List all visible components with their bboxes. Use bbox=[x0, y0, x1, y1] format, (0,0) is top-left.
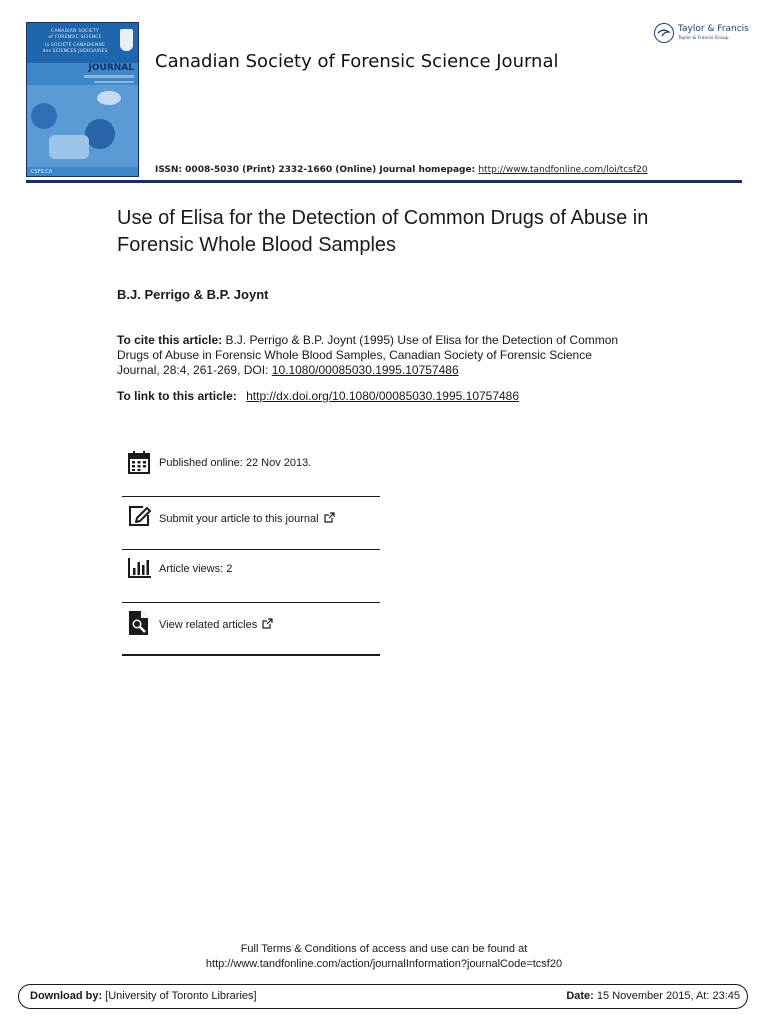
external-link-icon bbox=[262, 618, 273, 629]
cover-artwork bbox=[27, 85, 138, 167]
issn-line bbox=[155, 165, 648, 175]
download-date-value: 15 November 2015, At: 23:45 bbox=[593, 990, 740, 1002]
journal-homepage-link[interactable]: http://www.tandfonline.com/loi/tcsf20 bbox=[478, 165, 648, 175]
journal-cover-image bbox=[26, 22, 139, 177]
view-related-articles-link[interactable] bbox=[159, 618, 273, 631]
calendar-icon bbox=[128, 450, 150, 478]
download-date-label: Date: bbox=[566, 990, 594, 1002]
publisher-logo[interactable] bbox=[654, 22, 749, 48]
download-by bbox=[30, 990, 257, 1002]
cover-journal-word: JOURNAL bbox=[88, 63, 134, 73]
edit-icon bbox=[128, 505, 152, 531]
submit-article-link[interactable] bbox=[159, 512, 335, 525]
cover-blob bbox=[49, 135, 89, 159]
cover-text-line: CANADIAN SOCIETY bbox=[51, 29, 99, 34]
cover-text-line: des SCIENCES JUDICIAIRES bbox=[42, 49, 108, 54]
download-by-value: [University of Toronto Libraries] bbox=[102, 990, 257, 1002]
download-by-label: Download by: bbox=[30, 990, 103, 1002]
terms-line: Full Terms & Conditions of access and use can be found at bbox=[240, 943, 528, 955]
citation-block bbox=[117, 333, 637, 378]
row-divider bbox=[122, 654, 380, 656]
citation-text: B.J. Perrigo & B.P. Joynt (1995) Use of Elisa for the Detection of Common Drugs of Abuse in Forensic Whole Blood Samples, Canadian Society of Forensic Science Journal, 28:4, 261-269, DOI: bbox=[117, 333, 619, 377]
info-row-submit[interactable] bbox=[122, 497, 380, 550]
info-row-views bbox=[122, 550, 380, 603]
cover-crest-icon bbox=[120, 29, 133, 51]
download-info-bar bbox=[18, 984, 748, 1009]
article-doi-url-link[interactable]: http://dx.doi.org/10.1080/00085030.1995.10757486 bbox=[246, 389, 520, 403]
related-articles-label: View related articles bbox=[159, 619, 258, 631]
cover-footer-text: CSFS.CA bbox=[31, 169, 53, 175]
terms-url-link[interactable]: http://www.tandfonline.com/action/journalInformation?journalCode=tcsf20 bbox=[205, 958, 563, 970]
publisher-name: Taylor & Francis bbox=[678, 24, 749, 34]
article-link-label: To link to this article: bbox=[117, 389, 241, 403]
download-date bbox=[566, 990, 740, 1002]
submit-article-label: Submit your article to this journal bbox=[159, 513, 319, 525]
article-title: Use of Elisa for the Detection of Common Drugs of Abuse in Forensic Whole Blood Samples bbox=[117, 207, 649, 256]
publisher-group: Taylor & Francis Group bbox=[678, 36, 729, 41]
journal-title: Canadian Society of Forensic Science Journal bbox=[155, 51, 559, 72]
article-views-text: Article views: 2 bbox=[159, 563, 233, 575]
cover-blob bbox=[97, 91, 121, 105]
header-divider bbox=[26, 180, 742, 183]
article-authors: B.J. Perrigo & B.P. Joynt bbox=[117, 287, 269, 302]
published-date-text: Published online: 22 Nov 2013. bbox=[159, 457, 312, 469]
cover-blob bbox=[31, 103, 57, 129]
cover-blob bbox=[85, 119, 115, 149]
cover-text-line: of FORENSIC SCIENCE bbox=[48, 35, 102, 40]
citation-label: To cite this article: bbox=[117, 333, 226, 347]
info-row-published bbox=[122, 444, 380, 497]
publisher-logo-icon bbox=[654, 23, 674, 43]
issn-label: ISSN: 0008-5030 (Print) 2332-1660 (Online) Journal homepage: bbox=[155, 165, 479, 175]
external-link-icon bbox=[324, 512, 335, 523]
article-link-line bbox=[117, 389, 519, 403]
info-row-related[interactable] bbox=[122, 603, 380, 656]
bar-chart-icon bbox=[128, 557, 152, 583]
document-search-icon bbox=[128, 610, 150, 640]
cover-subtitle-bar bbox=[94, 81, 134, 83]
cover-subtitle-bar bbox=[84, 75, 134, 78]
citation-doi-link[interactable]: 10.1080/00085030.1995.10757486 bbox=[271, 363, 459, 377]
terms-notice bbox=[0, 942, 768, 972]
cover-text-line: la SOCIÉTÉ CANADIENNE bbox=[44, 43, 106, 48]
